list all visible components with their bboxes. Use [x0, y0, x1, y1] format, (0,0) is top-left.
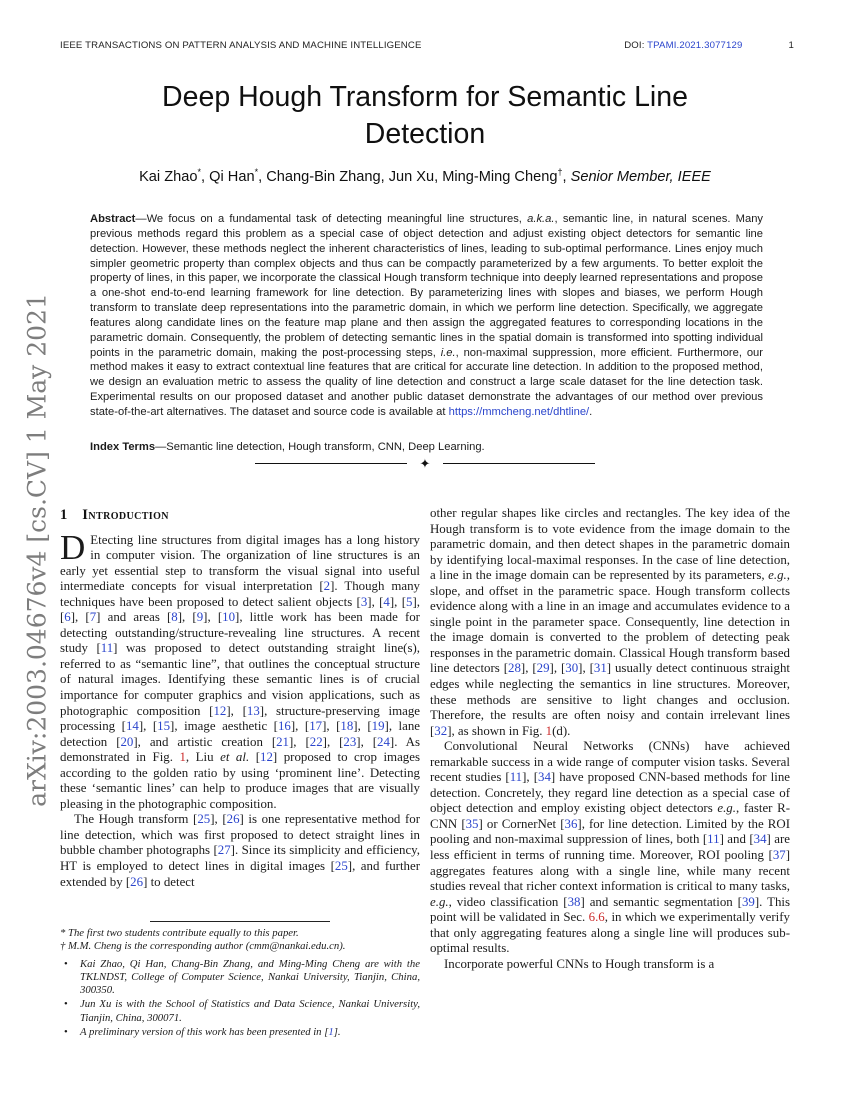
footnote-affiliations — [60, 958, 420, 1039]
running-header — [60, 40, 794, 51]
section-title: Introduction — [82, 507, 169, 523]
intro-paragraph-1-text: Etecting line structures from digital images has a long history in computer vision. The organization of line structures is an early yet essential step to transform the visual signal into useful intermediate concepts for visual interpretation [2]. Though many techniques have been proposed to detect salient objects [3], [4], [5], [6], [7] and areas [8], [9], [10], little work has been made for detecting outstanding/structure-revealing line structures. A recent study [11] was proposed to detect outstanding straight line(s), referred to as “semantic line”, that outlines the conceptual structure of natural images. Identifying these semantic lines is of crucial importance for computer graphics and vision applications, such as photographic composition [12], [13], structure-preserving image processing [14], [15], image aesthetic [16], [17], [18], [19], lane detection [20], and artistic creation [21], [22], [23], [24]. As demonstrated in Fig. 1, Liu et al. [12] proposed to crop images according to the golden ratio by using ‘prominent line’. Detecting these ‘semantic lines’ can help to produce images that are visually pleasing in the photographic composition. — [60, 532, 420, 811]
footnote-equal-contribution: * The first two students contribute equally to this paper. — [60, 927, 299, 939]
intro-paragraph-1 — [60, 527, 420, 813]
footnote-block — [60, 921, 420, 1040]
arxiv-watermark: arXiv:2003.04676v4 [cs.CV] 1 May 2021 — [22, 293, 52, 807]
right-paragraph-1: other regular shapes like circles and rectangles. The key idea of the Hough transform is to vote evidence from the image domain to the parametric domain, and then detect shapes in the parametric domain by identifying local-maximal responses. In the case of line detection, a line in the image domain can be represented by its parameters, e.g., slope, and offset in the parametric space. Hough transform collects evidence along with a line in an image and accumulates evidence to a single point in the parameter space. Consequently, line detection in the image domain is converted to the problem of detecting peak responses in the parametric domain. Classical Hough transform based line detectors [28], [29], [30], [31] usually detect continuous straight edges while neglecting the semantics in line structures. Moreover, these methods are sensitive to light changes and occlusion. Therefore, the results are often noisy and contain irrelevant lines [32], as shown in Fig. 1(d). — [430, 506, 790, 738]
right-column — [430, 506, 790, 1051]
right-paragraph-2: Convolutional Neural Networks (CNNs) have achieved remarkable success in a wide range of computer vision tasks. Several recent studies [11], [34] have proposed CNN-based methods for line detection. Concretely, they regard line detection as a special case of object detection and employ existing object detectors e.g., faster R-CNN [35] or CornerNet [36], for line detection. Limited by the ROI pooling and non-maximal suppression of lines, both [11] and [34] are less efficient in terms of running time. Moreover, ROI pooling [37] aggregates features along with a single line, while many recent studies reveal that richer context information is critical to many tasks, e.g., video classification [38] and semantic segmentation [39]. This point will be validated in Sec. 6.6, in which we experimentally verify that only aggregating features along a single line will produces sub-optimal results. — [430, 739, 790, 956]
section-heading-introduction — [60, 508, 420, 524]
footnote-affiliation-2: • Jun Xu is with the School of Statistics and Data Science, Nankai University, Tianjin, China, 300071. — [60, 998, 420, 1024]
author-line: Kai Zhao*, Qi Han*, Chang-Bin Zhang, Jun Xu, Ming-Ming Cheng†, Senior Member, IEEE — [139, 167, 711, 185]
index-terms: Index Terms—Semantic line detection, Hough transform, CNN, Deep Learning. — [90, 441, 485, 453]
doi-link[interactable]: DOI: TPAMI.2021.3077129 — [624, 40, 743, 51]
left-column — [60, 506, 420, 920]
journal-name: IEEE TRANSACTIONS ON PATTERN ANALYSIS AND MACHINE INTELLIGENCE — [60, 40, 422, 51]
right-paragraph-3: Incorporate powerful CNNs to Hough transform is a — [444, 956, 715, 971]
footnote-corresponding-author: † M.M. Cheng is the corresponding author (cmm@nankai.edu.cn). — [60, 940, 346, 953]
footnote-preliminary-version: • A preliminary version of this work has been presented in [1]. — [60, 1026, 420, 1039]
footnote-rule — [150, 921, 330, 922]
page-number: 1 — [788, 40, 794, 51]
abstract-paragraph: Abstract—We focus on a fundamental task of detecting meaningful line structures, a.k.a., semantic line, in natural scenes. Many previous methods regard this problem as a special case of object detection and adjust existing object detectors for semantic line detection. However, these methods neglect the inherent characteristics of lines, leading to sub-optimal performance. Lines enjoy much simpler geometric property than complex objects and thus can be compactly parameterized by a few arguments. To better exploit the property of lines, in this paper, we incorporate the classical Hough transform technique into deeply learned representations and propose a one-shot end-to-end learning framework for line detection. By parameterizing lines with slopes and biases, we perform Hough transform to translate deep representations into the parametric domain, in which we perform line detection. Specifically, we aggregate features along candidate lines on the feature map plane and then assign the aggregated features to corresponding locations in the parametric domain. Consequently, the problem of detecting semantic lines in the spatial domain is transformed into spotting individual points in the parametric domain, making the post-processing steps, i.e., non-maximal suppression, more efficient. Furthermore, our method makes it easy to extract contextual line features that are critical for accurate line detection. In addition to the proposed method, we design an evaluation metric to assess the quality of line detection and construct a large scale dataset for the line detection task. Experimental results on our proposed dataset and another public dataset demonstrate the advantages of our method over previous state-of-the-art alternatives. The dataset and source code is available at https://mmcheng.net/dhtline/. — [90, 213, 764, 418]
diamond-icon: ✦ — [419, 455, 431, 471]
paper-title: Deep Hough Transform for Semantic Line Detection — [162, 81, 688, 150]
section-separator — [0, 455, 850, 471]
drop-cap: D — [60, 527, 86, 567]
footnote-affiliation-1: • Kai Zhao, Qi Han, Chang-Bin Zhang, and Ming-Ming Cheng are with the TKLNDST, College of Computer Science, Nankai University, Tianjin, China, 300350. — [60, 958, 420, 997]
intro-paragraph-2: The Hough transform [25], [26] is one representative method for line detection, which was first proposed to detect straight lines in bubble chamber photographs [27]. Since its simplicity and efficiency, HT is employed to detect lines in digital images [25], and further extended by [26] to detect — [60, 812, 420, 889]
section-number: 1 — [60, 507, 68, 523]
separator-line-left — [255, 463, 407, 464]
separator-line-right — [443, 463, 595, 464]
